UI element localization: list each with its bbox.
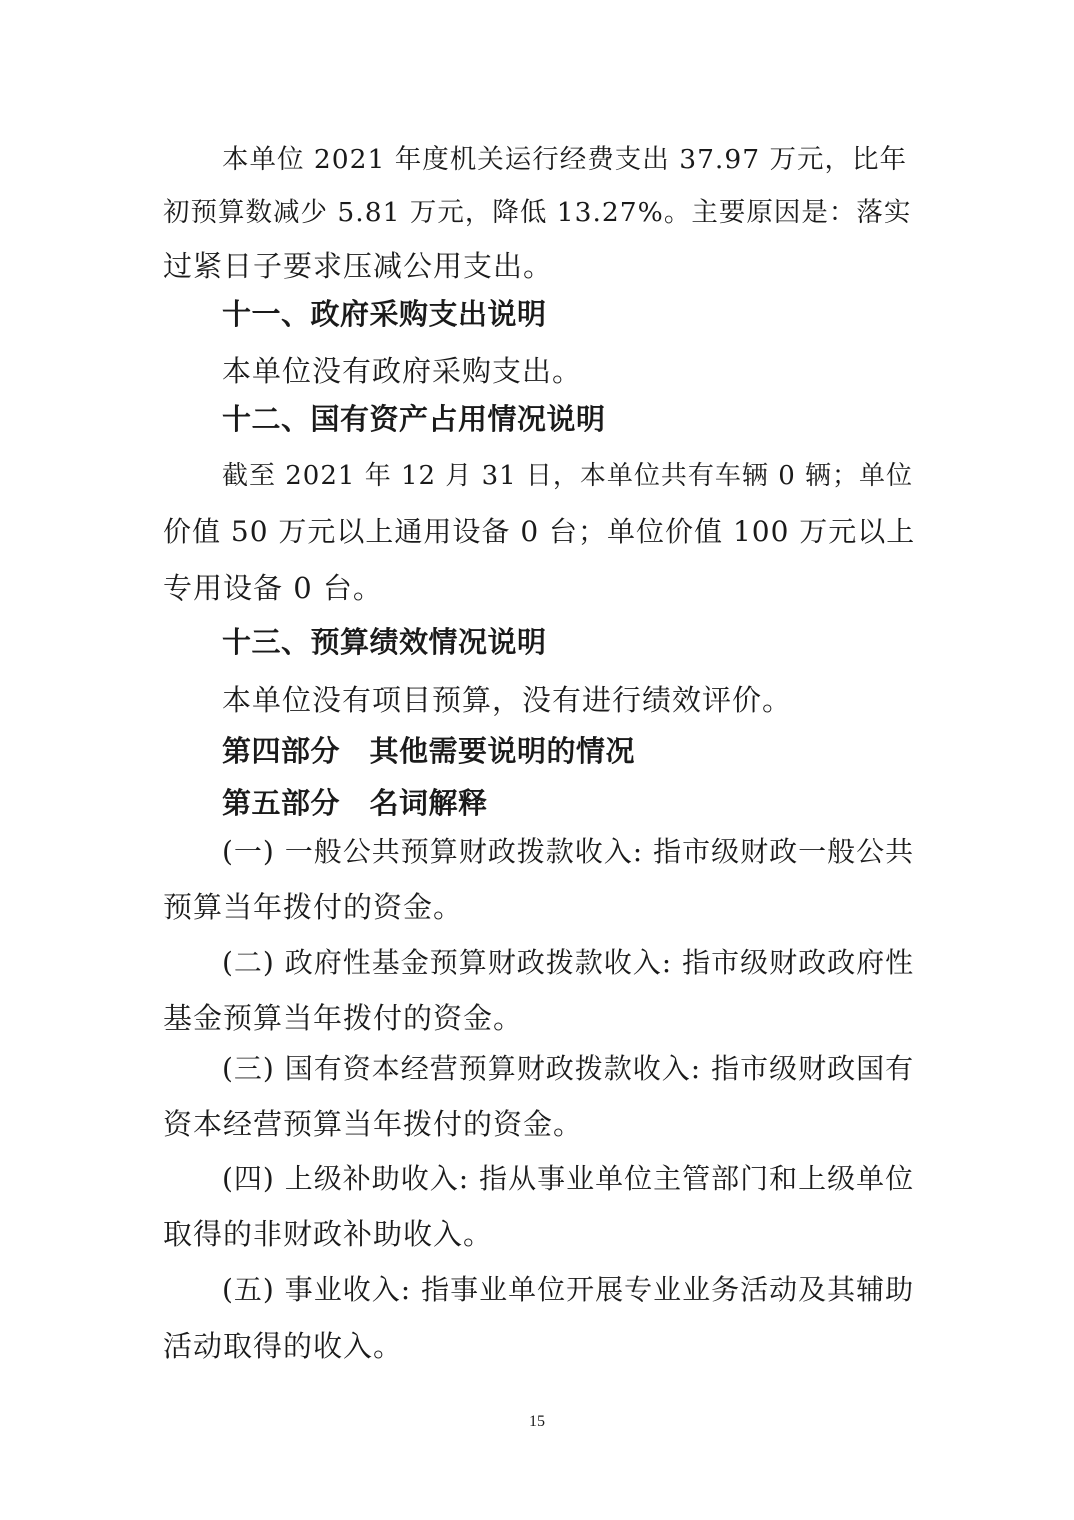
- paragraph-line: 取得的非财政补助收入。: [163, 1217, 494, 1251]
- paragraph-line: (二) 政府性基金预算财政拨款收入: 指市级财政政府性: [222, 946, 915, 979]
- paragraph-line: 截至 2021 年 12 月 31 日，本单位共有车辆 0 辆；单位: [222, 461, 913, 491]
- paragraph-line: (三) 国有资本经营预算财政拨款收入: 指市级财政国有: [222, 1052, 915, 1085]
- paragraph-line: (一) 一般公共预算财政拨款收入: 指市级财政一般公共: [222, 835, 915, 868]
- paragraph-line: 预算当年拨付的资金。: [163, 890, 464, 924]
- paragraph-line: 过紧日子要求压减公用支出。: [163, 249, 554, 283]
- part-heading: 第四部分 其他需要说明的情况: [222, 734, 636, 768]
- paragraph-line: 本单位没有项目预算，没有进行绩效评价。: [222, 683, 793, 717]
- paragraph-line: 资本经营预算当年拨付的资金。: [163, 1107, 584, 1141]
- paragraph-line: 活动取得的收入。: [163, 1329, 404, 1363]
- paragraph-line: 本单位没有政府采购支出。: [222, 354, 583, 388]
- page-number: 15: [529, 1413, 545, 1430]
- section-heading: 十二、国有资产占用情况说明: [222, 402, 606, 436]
- paragraph-line: 基金预算当年拨付的资金。: [163, 1001, 524, 1035]
- paragraph-line: 初预算数减少 5.81 万元，降低 13.27%。主要原因是：落实: [163, 197, 912, 228]
- paragraph-line: 专用设备 0 台。: [163, 571, 383, 605]
- paragraph-line: (五) 事业收入: 指事业单位开展专业业务活动及其辅助: [222, 1273, 915, 1306]
- paragraph-line: 本单位 2021 年度机关运行经费支出 37.97 万元，比年: [222, 144, 907, 175]
- part-heading: 第五部分 名词解释: [222, 786, 488, 820]
- paragraph-line: (四) 上级补助收入: 指从事业单位主管部门和上级单位: [222, 1162, 915, 1195]
- paragraph-line: 价值 50 万元以上通用设备 0 台；单位价值 100 万元以上: [163, 515, 916, 548]
- section-heading: 十三、预算绩效情况说明: [222, 625, 547, 659]
- section-heading: 十一、政府采购支出说明: [222, 297, 547, 331]
